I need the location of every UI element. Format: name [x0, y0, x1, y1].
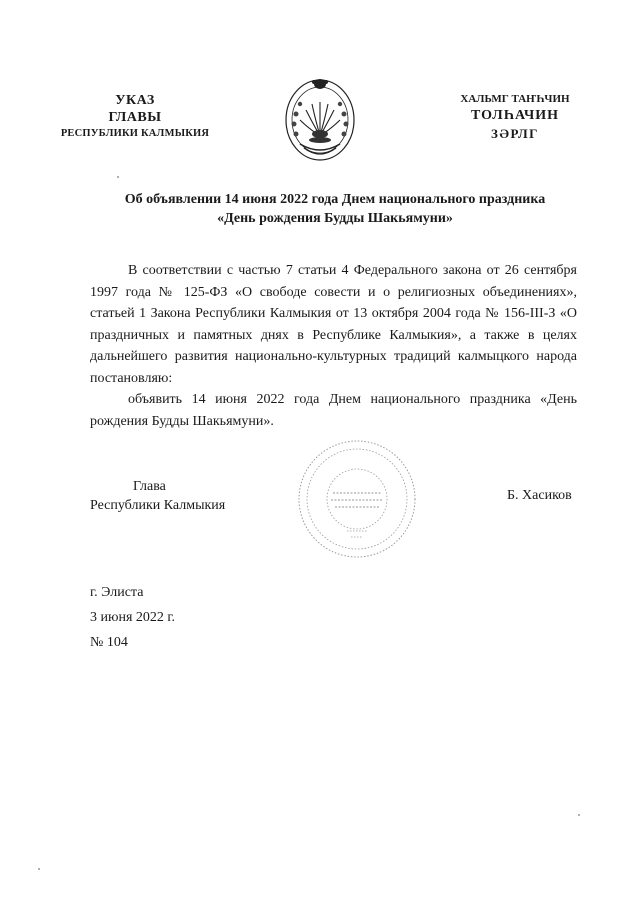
date: 3 июня 2022 г. [90, 610, 176, 625]
signature-block [90, 477, 225, 515]
body-paragraph-2: объявить 14 июня 2022 года Днем национального праздника «День рождения Будды Шакьямуни». [90, 392, 577, 429]
republic-title: РЕСПУБЛИКИ КАЛМЫКИЯ [60, 128, 210, 139]
signer-position-line-1: Глава [133, 479, 166, 494]
decree-body [90, 260, 577, 432]
document-title [90, 190, 580, 228]
kalmyk-republic-title: ХАЛЬМГ ТАҤҺЧИН [460, 93, 570, 105]
document-footer [90, 580, 175, 655]
body-paragraph-1: В соответствии с частью 7 статьи 4 Федерального закона от 26 сентября 1997 года № 125-ФЗ «О свободе совести и о религиозных объединениях», статьей 1 Закона Республики Калмыкия от 13 октября 2004 года № 156-III-З «О праздничных и памятных днях в Республике Калмыкия», а также в целях дальнейшего развития национально-культурных традиций калмыцкого народа постановляю: [90, 263, 577, 386]
official-seal [295, 437, 420, 562]
head-title: ГЛАВЫ [108, 110, 162, 125]
header-right [445, 92, 585, 142]
coat-of-arms-emblem [282, 74, 358, 166]
signer-name: Б. Хасиков [507, 488, 572, 503]
kalmyk-decree-title: ЗӘРЛГ [491, 126, 539, 141]
header-left [40, 92, 230, 141]
signer-position-line-2: Республики Калмыкия [90, 498, 226, 513]
emblem-icon [282, 74, 358, 166]
decree-title: УКАЗ [115, 93, 155, 108]
scan-speck [117, 176, 119, 178]
kalmyk-head-title: ТОЛҺАЧИН [470, 108, 560, 123]
seal-icon [295, 437, 420, 562]
title-line-1: Об объявлении 14 июня 2022 года Днем национального праздника [124, 192, 546, 207]
scan-speck [578, 814, 580, 816]
scan-speck [38, 868, 40, 870]
title-line-2: «День рождения Будды Шакьямуни» [217, 211, 453, 226]
decree-number: № 104 [90, 635, 128, 650]
city: г. Элиста [90, 585, 144, 600]
